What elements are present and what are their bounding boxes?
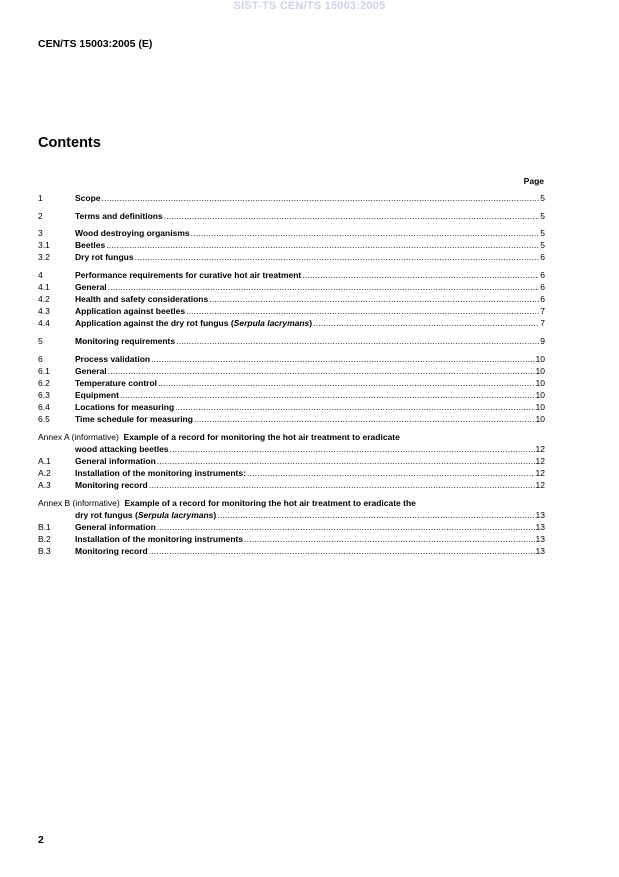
toc-page: 5: [540, 228, 545, 239]
toc-entry-b-2[interactable]: [38, 533, 545, 545]
annex-label: Annex A (informative): [38, 431, 119, 442]
toc-page: 12: [535, 479, 545, 490]
toc-page: 12: [535, 467, 545, 478]
species-name: Serpula lacrymans: [233, 318, 310, 329]
toc-number: 1: [38, 193, 43, 203]
toc-entry-a-3[interactable]: [38, 479, 545, 491]
toc-number: B.2: [38, 533, 51, 544]
toc-title: General information: [75, 455, 156, 466]
toc-number: 4.1: [38, 282, 50, 293]
toc-entry-b-3[interactable]: [38, 545, 545, 557]
species-name: Serpula lacrymans: [137, 509, 214, 520]
toc-number: 3.2: [38, 252, 50, 263]
toc-entry-4[interactable]: [38, 269, 545, 281]
toc-page: 7: [540, 318, 545, 329]
toc-title: Installation of the monitoring instruments:: [75, 467, 246, 478]
dot-leader: [135, 251, 540, 263]
toc-title: General information: [75, 521, 156, 532]
toc-page: 6: [540, 294, 545, 305]
toc-annex-b-heading[interactable]: [38, 497, 545, 509]
toc-title: [75, 317, 312, 329]
toc-entry-6-3[interactable]: [38, 389, 545, 401]
annex-label: Annex B (informative): [38, 497, 120, 508]
dot-leader: [108, 281, 540, 293]
dot-leader: [217, 509, 534, 521]
toc-title: Application against beetles: [75, 306, 186, 317]
toc-number: 4: [38, 269, 43, 280]
toc-number: 4.3: [38, 306, 50, 317]
toc-title: Temperature control: [75, 377, 158, 388]
toc-entry-a-2[interactable]: [38, 467, 545, 479]
toc-title: wood attacking beetles: [75, 443, 169, 454]
dot-leader: [120, 389, 535, 401]
toc-title: Dry rot fungus: [75, 252, 134, 263]
toc-entry-6-4[interactable]: [38, 401, 545, 413]
toc-title: Time schedule for measuring: [75, 414, 193, 424]
toc-number: B.3: [38, 545, 51, 556]
toc-entry-4-1[interactable]: [38, 281, 545, 293]
toc-title: [75, 509, 216, 521]
page-number: 2: [38, 834, 44, 846]
toc-number: 6.1: [38, 365, 50, 376]
toc-page: 7: [540, 306, 545, 317]
toc-number: 6.3: [38, 389, 50, 400]
toc-title-text: Application against the dry rot fungus (: [75, 318, 234, 329]
toc-title: Locations for measuring: [75, 401, 175, 412]
watermark: SIST-TS CEN/TS 15003:2005: [233, 0, 386, 12]
dot-leader: [149, 545, 535, 557]
dot-leader: [157, 455, 535, 467]
toc-entry-5[interactable]: [38, 335, 545, 347]
toc-page: 10: [535, 365, 545, 376]
toc-page: 13: [535, 545, 545, 556]
dot-leader: [149, 479, 535, 491]
toc-title: Installation of the monitoring instruments: [75, 533, 244, 544]
toc-page: 13: [535, 533, 545, 544]
toc-number: 3.1: [38, 240, 50, 251]
toc-title-text: ): [309, 318, 313, 329]
toc-number: 4.4: [38, 318, 50, 329]
toc-title: Beetles: [75, 240, 106, 251]
dot-leader: [164, 210, 540, 222]
dot-leader: [170, 443, 535, 455]
dot-leader: [158, 377, 535, 389]
table-of-contents: [38, 192, 545, 557]
toc-title: Process validation: [75, 353, 151, 364]
toc-entry-2[interactable]: [38, 210, 545, 222]
page-column-heading: Page: [523, 176, 544, 186]
toc-page: 10: [535, 401, 545, 412]
toc-page: 9: [540, 335, 545, 346]
toc-entry-4-2[interactable]: [38, 293, 545, 305]
toc-number: 2: [38, 210, 43, 221]
toc-entry-3[interactable]: [38, 227, 545, 239]
toc-title: Equipment: [75, 389, 119, 400]
toc-title: General: [75, 365, 107, 376]
dot-leader: [209, 293, 539, 305]
annex-title: Example of a record for monitoring the hot air treatment to eradicate: [123, 431, 400, 442]
dot-leader: [102, 192, 540, 204]
toc-page: 5: [540, 210, 545, 221]
toc-number: 6.4: [38, 401, 50, 412]
toc-page: 6: [540, 269, 545, 280]
dot-leader: [247, 467, 535, 479]
toc-number: 5: [38, 335, 43, 346]
toc-title: Monitoring record: [75, 545, 148, 556]
contents-title: Contents: [38, 135, 101, 151]
toc-number: 6.5: [38, 414, 50, 424]
toc-number: 6: [38, 353, 43, 364]
toc-entry-6[interactable]: [38, 353, 545, 365]
toc-entry-b-1[interactable]: [38, 521, 545, 533]
toc-title: Wood destroying organisms: [75, 228, 190, 239]
toc-entry-4-4[interactable]: [38, 317, 545, 329]
toc-number: A.1: [38, 455, 51, 466]
toc-entry-3-2[interactable]: [38, 251, 545, 263]
toc-number: 3: [38, 228, 43, 239]
toc-entry-1[interactable]: [38, 192, 545, 204]
toc-page: 12: [535, 455, 545, 466]
toc-entry-6-2[interactable]: [38, 377, 545, 389]
toc-page: 10: [535, 389, 545, 400]
dot-leader: [151, 353, 534, 365]
toc-title: Terms and definitions: [75, 210, 163, 221]
toc-page: 12: [535, 443, 545, 454]
toc-entry-4-3[interactable]: [38, 305, 545, 317]
toc-number: A.2: [38, 467, 51, 478]
toc-page: 6: [540, 282, 545, 293]
dot-leader: [108, 365, 535, 377]
toc-annex-a-heading[interactable]: [38, 431, 545, 443]
dot-leader: [194, 413, 535, 425]
dot-leader: [186, 305, 539, 317]
toc-page: 6: [540, 252, 545, 263]
toc-page: 5: [540, 240, 545, 251]
toc-number: A.3: [38, 479, 51, 490]
dot-leader: [157, 521, 535, 533]
toc-page: 5: [540, 193, 545, 203]
toc-title: Monitoring record: [75, 479, 148, 490]
toc-title: Scope: [75, 193, 101, 203]
toc-title: Performance requirements for curative hot air treatment: [75, 269, 302, 280]
toc-entry-3-1[interactable]: [38, 239, 545, 251]
toc-annex-a-continuation[interactable]: [38, 443, 545, 455]
dot-leader: [302, 269, 539, 281]
toc-number: 4.2: [38, 294, 50, 305]
toc-title: Monitoring requirements: [75, 335, 176, 346]
toc-title: Health and safety considerations: [75, 294, 209, 305]
dot-leader: [313, 317, 539, 329]
toc-title: General: [75, 282, 107, 293]
toc-title-text: dry rot fungus (: [75, 509, 138, 520]
toc-number: B.1: [38, 521, 51, 532]
toc-entry-a-1[interactable]: [38, 455, 545, 467]
dot-leader: [175, 401, 534, 413]
dot-leader: [244, 533, 534, 545]
toc-entry-6-5[interactable]: [38, 413, 545, 425]
dot-leader: [191, 227, 540, 239]
document-id: CEN/TS 15003:2005 (E): [38, 38, 153, 50]
toc-annex-b-continuation[interactable]: [38, 509, 545, 521]
dot-leader: [176, 335, 539, 347]
toc-page: 13: [535, 509, 545, 520]
toc-page: 13: [535, 521, 545, 532]
toc-page: 10: [535, 377, 545, 388]
toc-title-text: ): [213, 509, 217, 520]
dot-leader: [106, 239, 539, 251]
toc-page: 10: [535, 414, 545, 424]
toc-page: 10: [535, 353, 545, 364]
annex-title: Example of a record for monitoring the hot air treatment to eradicate the: [124, 497, 416, 508]
toc-number: 6.2: [38, 377, 50, 388]
toc-entry-6-1[interactable]: [38, 365, 545, 377]
